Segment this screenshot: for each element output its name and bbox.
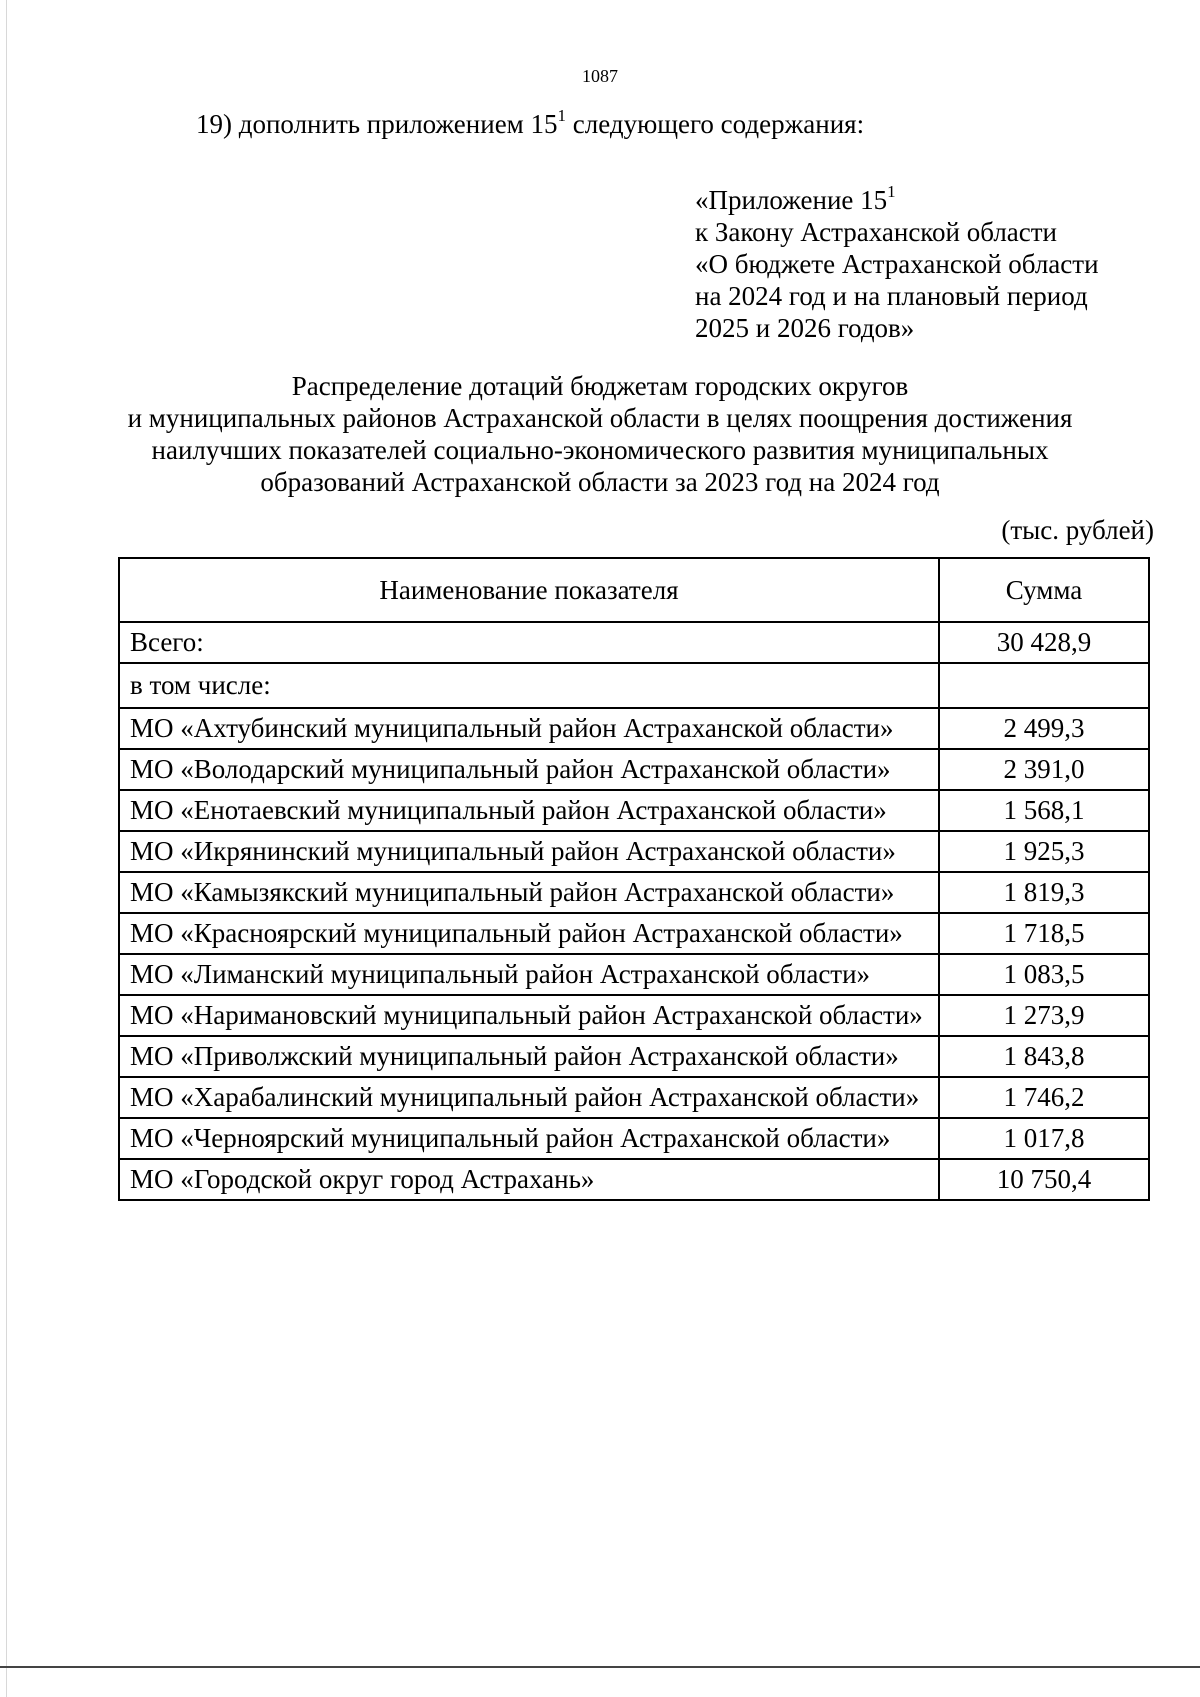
row-name: МО «Черноярский муниципальный район Астраханской области» [119, 1118, 939, 1159]
row-sum: 1 083,5 [939, 954, 1149, 995]
appendix-line-5: 2025 и 2026 годов» [695, 313, 915, 343]
row-sum: 1 746,2 [939, 1077, 1149, 1118]
row-name: МО «Лиманский муниципальный район Астраханской области» [119, 954, 939, 995]
intro-before: 19) дополнить приложением 15 [196, 109, 558, 139]
table-row [119, 622, 1149, 663]
table-row [119, 1036, 1149, 1077]
document-title [100, 370, 1100, 498]
row-sum: 1 568,1 [939, 790, 1149, 831]
table-row [119, 913, 1149, 954]
table-row [119, 1118, 1149, 1159]
row-name: МО «Красноярский муниципальный район Астраханской области» [119, 913, 939, 954]
title-line-2: и муниципальных районов Астраханской области в целях поощрения достижения [127, 403, 1073, 433]
row-sum: 1 017,8 [939, 1118, 1149, 1159]
table-header-row [119, 558, 1149, 622]
title-line-4: образований Астраханской области за 2023 год на 2024 год [260, 467, 940, 497]
row-name: МО «Приволжский муниципальный район Астраханской области» [119, 1036, 939, 1077]
scan-edge [6, 0, 7, 1697]
row-name: МО «Ахтубинский муниципальный район Астраханской области» [119, 708, 939, 749]
table-row [119, 708, 1149, 749]
row-sum: 2 499,3 [939, 708, 1149, 749]
row-sum: 1 718,5 [939, 913, 1149, 954]
row-name: МО «Наримановский муниципальный район Астраханской области» [119, 995, 939, 1036]
row-sum: 1 925,3 [939, 831, 1149, 872]
distribution-table [118, 557, 1150, 1201]
appendix-line-2: к Закону Астраханской области [695, 217, 1058, 247]
appendix-superscript: 1 [887, 182, 896, 201]
appendix-line-3: «О бюджете Астраханской области [695, 249, 1099, 279]
row-sum: 1 819,3 [939, 872, 1149, 913]
table-row [119, 831, 1149, 872]
appendix-header [695, 178, 1099, 344]
row-name: МО «Енотаевский муниципальный район Астраханской области» [119, 790, 939, 831]
table-row [119, 790, 1149, 831]
appendix-title: «Приложение 15 [695, 185, 888, 215]
bottom-rule [0, 1666, 1200, 1668]
row-name: Всего: [119, 622, 939, 663]
table-row [119, 954, 1149, 995]
table-row [119, 1159, 1149, 1200]
row-sum: 1 273,9 [939, 995, 1149, 1036]
intro-paragraph [196, 108, 864, 140]
row-name: в том числе: [119, 663, 939, 708]
header-sum: Сумма [939, 558, 1149, 622]
table-row [119, 872, 1149, 913]
appendix-line-1 [695, 178, 1099, 216]
row-name: МО «Камызякский муниципальный район Астраханской области» [119, 872, 939, 913]
row-name: МО «Харабалинский муниципальный район Астраханской области» [119, 1077, 939, 1118]
row-sum [939, 663, 1149, 708]
row-name: МО «Икрянинский муниципальный район Астраханской области» [119, 831, 939, 872]
appendix-line-4: на 2024 год и на плановый период [695, 281, 1088, 311]
intro-after: следующего содержания: [566, 109, 865, 139]
title-line-1: Распределение дотаций бюджетам городских округов [291, 371, 909, 401]
row-sum: 10 750,4 [939, 1159, 1149, 1200]
row-name: МО «Городской округ город Астрахань» [119, 1159, 939, 1200]
row-sum: 2 391,0 [939, 749, 1149, 790]
table-row [119, 749, 1149, 790]
row-sum: 30 428,9 [939, 622, 1149, 663]
header-name: Наименование показателя [119, 558, 939, 622]
table-row [119, 995, 1149, 1036]
intro-superscript: 1 [557, 106, 567, 125]
table-row [119, 1077, 1149, 1118]
page-number: 1087 [582, 66, 618, 86]
table-row [119, 663, 1149, 708]
title-line-3: наилучших показателей социально-экономического развития муниципальных [151, 435, 1049, 465]
row-name: МО «Володарский муниципальный район Астраханской области» [119, 749, 939, 790]
units-label: (тыс. рублей) [1001, 515, 1154, 545]
row-sum: 1 843,8 [939, 1036, 1149, 1077]
